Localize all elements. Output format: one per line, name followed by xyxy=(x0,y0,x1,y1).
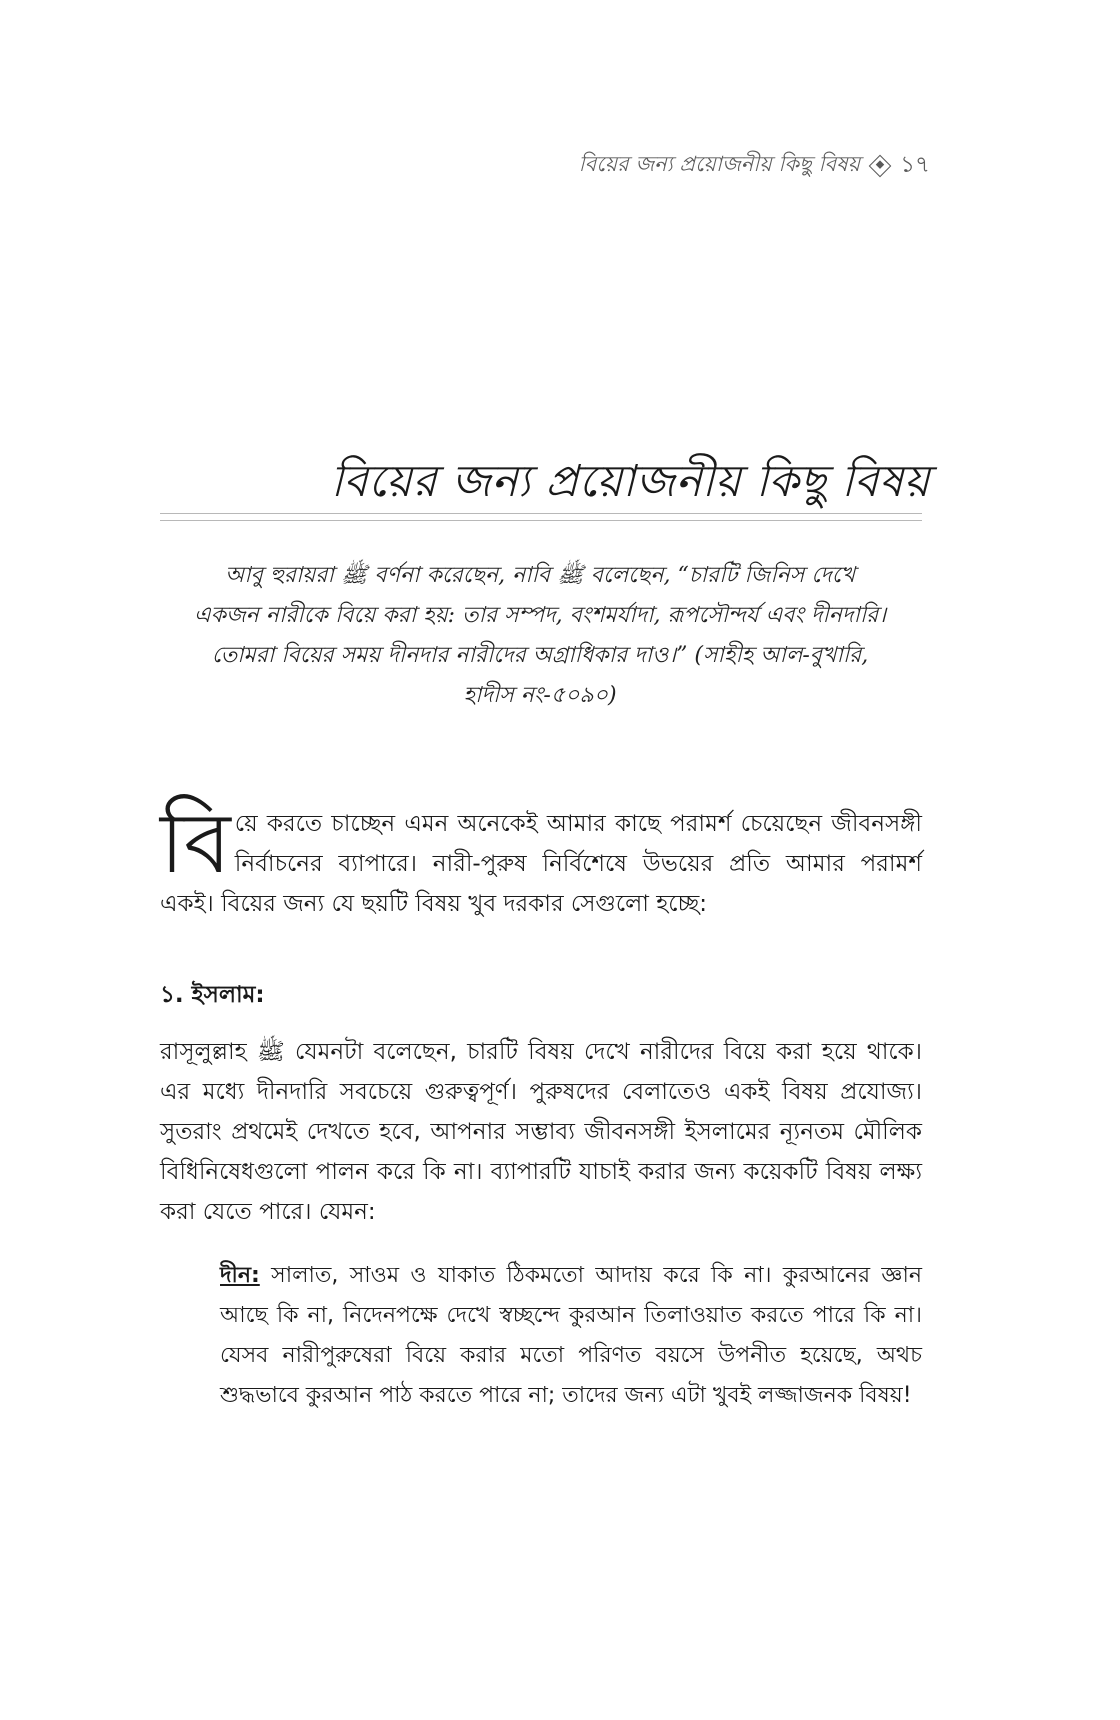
diamond-icon xyxy=(869,154,892,177)
running-header xyxy=(579,146,930,185)
section-body-islam: রাসূলুল্লাহ ﷺ যেমনটা বলেছেন, চারটি বিষয় দেখে নারীদের বিয়ে করা হয়ে থাকে। এর মধ্যে দীনদারি সবচেয়ে গুরুত্বপূর্ণ। পুরুষদের বেলাতেও একই বিষয় প্রযোজ্য। সুতরাং প্রথমেই দেখতে হবে, আপনার সম্ভাব্য জীবনসঙ্গী ইসলামের ন্যূনতম মৌলিক বিধিনিষেধগুলো পালন করে কি না। ব্যাপারটি যাচাই করার জন্য কয়েকটি বিষয় লক্ষ্য করা যেতে পারে। যেমন: xyxy=(160,1039,922,1225)
title-divider xyxy=(160,513,922,521)
deen-text: সালাত, সাওম ও যাকাত ঠিকমতো আদায় করে কি না। কুরআনের জ্ঞান আছে কি না, নিদেনপক্ষে দেখে স্বচ্ছন্দে কুরআন তিলাওয়াত করতে পারে কি না। যেসব নারীপুরুষেরা বিয়ে করার মতো পরিণত বয়সে উপনীত হয়েছে, অথচ শুদ্ধভাবে কুরআন পাঠ করতে পারে না; তাদের জন্য এটা খুবই লজ্জাজনক বিষয়! xyxy=(220,1263,922,1408)
chapter-title: বিয়ের জন্য প্রয়োজনীয় কিছু বিষয় xyxy=(330,456,930,507)
deen-paragraph xyxy=(220,1256,922,1416)
intro-paragraph xyxy=(160,794,922,924)
intro-text: য়ে করতে চাচ্ছেন এমন অনেকেই আমার কাছে পরামর্শ চেয়েছেন জীবনসঙ্গী নির্বাচনের ব্যাপারে। নারী-পুরুষ নির্বিশেষে উভয়ের প্রতি আমার পরামর্শ একই। বিয়ের জন্য যে ছয়টি বিষয় খুব দরকার সেগুলো হচ্ছে: xyxy=(160,811,922,917)
deen-term: দীন: xyxy=(220,1263,260,1288)
page-number: ১৭ xyxy=(900,152,930,178)
drop-cap: বি xyxy=(160,794,231,892)
epigraph-quote: আবু হুরায়রা ﷺ বর্ণনা করেছেন, নাবি ﷺ বলেছেন, “চারটি জিনিস দেখে একজন নারীকে বিয়ে করা হয়: তার সম্পদ, বংশমর্যাদা, রূপসৌন্দর্য এবং দীনদারি। তোমরা বিয়ের সময় দীনদার নারীদের অগ্রাধিকার দাও।” (সাহীহ আল-বুখারি, হাদীস নং-৫০৯০) xyxy=(193,563,887,708)
running-title: বিয়ের জন্য প্রয়োজনীয় কিছু বিষয় xyxy=(578,152,861,176)
section-heading-islam: ১. ইসলাম: xyxy=(160,982,265,1008)
